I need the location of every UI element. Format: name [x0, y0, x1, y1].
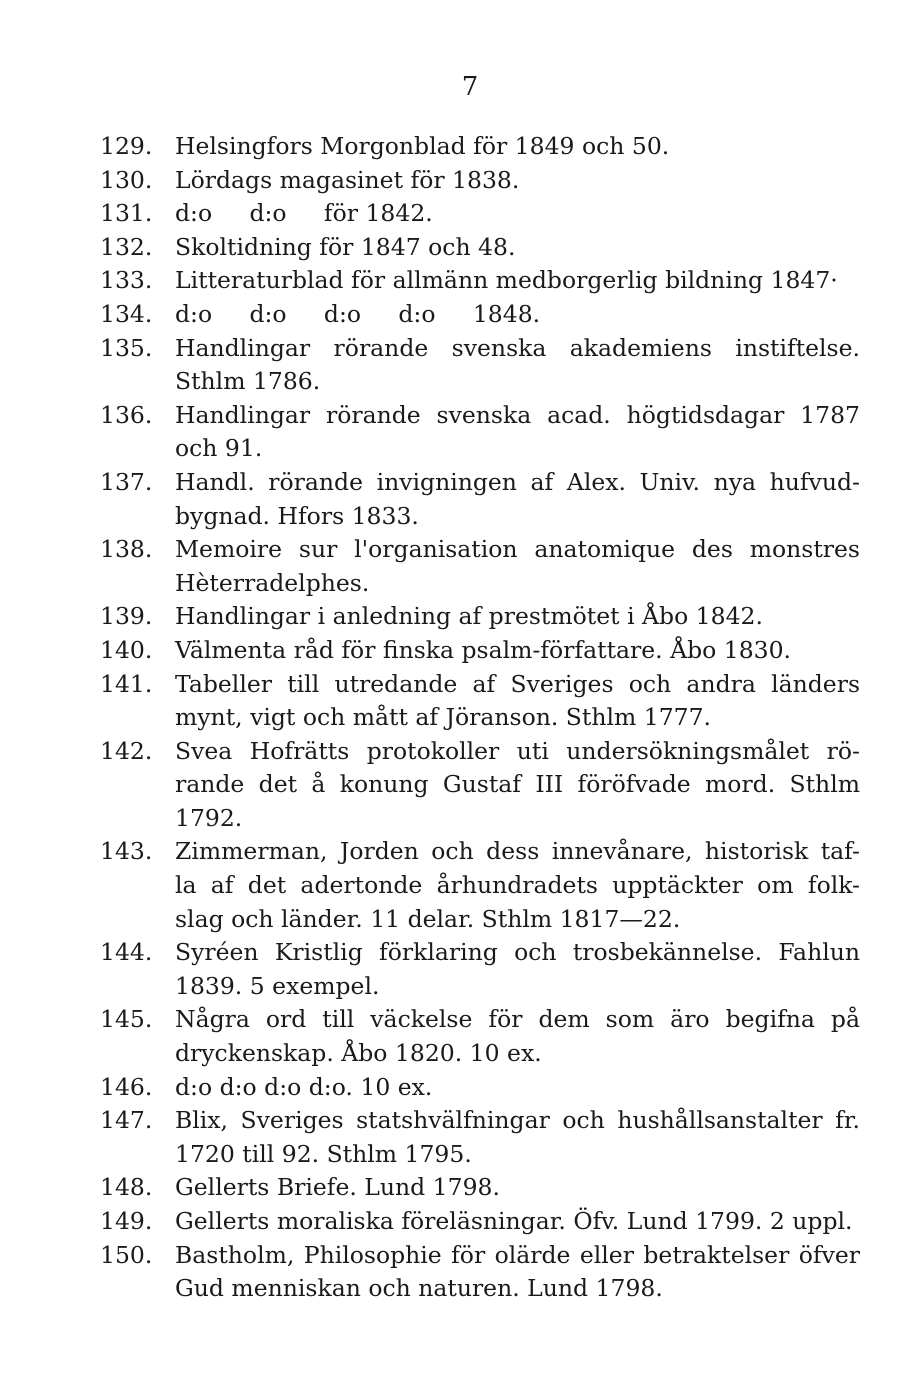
- entry-text-line: 1720 till 92. Sthlm 1795.: [175, 1139, 472, 1168]
- entry-text-line: Handlingar rörande svenska akademiens instiftelse.: [175, 333, 860, 362]
- catalog-entry: [100, 264, 860, 298]
- entry-text-line: Helsingfors Morgonblad för 1849 och 50.: [175, 132, 670, 160]
- entry-text-line: Sthlm 1786.: [175, 367, 321, 396]
- entry-text-line: 1792.: [175, 803, 243, 832]
- entry-text: [175, 332, 860, 399]
- entry-text: [175, 634, 860, 668]
- entry-text-line: Handl. rörande invigningen af Alex. Univ. nya hufvud-: [175, 467, 860, 496]
- catalog-entry: [100, 1205, 860, 1239]
- entry-text-line: Memoire sur l'organisation anatomique des monstres: [175, 535, 860, 564]
- catalog-entry: [100, 668, 860, 735]
- entry-text-line: 1839. 5 exempel.: [175, 971, 380, 1000]
- entry-text-line: d:o d:o d:o d:o. 10 ex.: [175, 1072, 433, 1101]
- catalog-entry: [100, 466, 860, 533]
- catalog-entry: [100, 164, 860, 198]
- entry-text: [175, 399, 860, 466]
- entry-text: [175, 600, 860, 634]
- entry-number: 148.: [100, 1173, 153, 1202]
- entry-text-line: Syréen Kristlig förklaring och trosbekännelse. Fahlun: [175, 938, 860, 967]
- entry-number: 143.: [100, 837, 153, 866]
- entry-text-line: bygnad. Hfors 1833.: [175, 501, 419, 530]
- catalog-entry: [100, 835, 860, 936]
- catalog-entry: [100, 735, 860, 836]
- entry-text-line: Några ord till väckelse för dem som äro begifna på: [175, 1005, 860, 1034]
- entry-text-line: Gellerts Briefe. Lund 1798.: [175, 1173, 500, 1202]
- entry-text: [175, 197, 860, 231]
- entry-number: 136.: [100, 400, 153, 429]
- entry-text-line: Handlingar rörande svenska acad. högtidsdagar 1787: [175, 400, 860, 429]
- entry-number: 147.: [100, 1106, 153, 1135]
- entry-text-line: Litteraturblad för allmänn medborgerlig bildning 1847·: [175, 266, 838, 295]
- entry-text-line: Gellerts moraliska föreläsningar. Öfv. Lund 1799. 2 uppl.: [175, 1207, 853, 1235]
- entry-number: 145.: [100, 1005, 153, 1034]
- entry-text: [175, 835, 860, 936]
- entry-text-line: dryckenskap. Åbo 1820. 10 ex.: [175, 1039, 542, 1068]
- entry-text-line: Svea Hofrätts protokoller uti undersökningsmålet rö-: [175, 736, 860, 765]
- entry-text: [175, 231, 860, 265]
- entry-number: 144.: [100, 938, 153, 967]
- entry-text-line: slag och länder. 11 delar. Sthlm 1817—22.: [175, 904, 681, 933]
- entry-text-line: Lördags magasinet för 1838.: [175, 165, 520, 194]
- entry-text: [175, 466, 860, 533]
- entry-text: [175, 936, 860, 1003]
- entry-text-line: Skoltidning för 1847 och 48.: [175, 232, 516, 261]
- entry-number: 150.: [100, 1240, 153, 1269]
- entry-number: 134.: [100, 299, 153, 328]
- entry-number: 135.: [100, 333, 153, 362]
- entry-text-line: Tabeller till utredande af Sveriges och andra länders: [175, 669, 860, 698]
- entry-text-line: mynt, vigt och mått af Jöranson. Sthlm 1777.: [175, 703, 712, 732]
- page-number: 7: [461, 72, 479, 102]
- catalog-entry: [100, 197, 860, 231]
- catalog-entry: [100, 298, 860, 332]
- entry-number: 132.: [100, 232, 153, 261]
- catalog-entry: [100, 1104, 860, 1171]
- entry-text-line: d:o d:o d:o d:o 1848.: [175, 299, 541, 328]
- catalog-entry: [100, 399, 860, 466]
- entry-number: 138.: [100, 535, 153, 564]
- entry-number: 142.: [100, 736, 153, 765]
- catalog-entry: [100, 1071, 860, 1105]
- entry-text: [175, 1171, 860, 1205]
- entry-number: 140.: [100, 635, 153, 664]
- entry-text-line: Välmenta råd för finska psalm-författare. Åbo 1830.: [175, 635, 792, 664]
- entry-text-line: Handlingar i anledning af prestmötet i Åbo 1842.: [175, 602, 763, 631]
- catalog-entry: [100, 231, 860, 265]
- entry-text-line: Zimmerman, Jorden och dess innevånare, historisk taf-: [175, 837, 860, 866]
- entry-number: 139.: [100, 602, 153, 631]
- entry-text: [175, 1205, 860, 1239]
- entry-text: [175, 533, 860, 600]
- catalog-entry: [100, 130, 860, 164]
- entry-number: 133.: [100, 266, 153, 295]
- entry-number: 149.: [100, 1207, 153, 1235]
- catalog-entry: [100, 1003, 860, 1070]
- catalog-entry: [100, 1239, 860, 1306]
- entry-number: 137.: [100, 467, 153, 496]
- catalog-entry: [100, 634, 860, 668]
- catalog-entry: [100, 1171, 860, 1205]
- entry-text: [175, 264, 860, 298]
- entry-text: [175, 735, 860, 836]
- catalog-entry: [100, 332, 860, 399]
- entry-text-line: Gud menniskan och naturen. Lund 1798.: [175, 1274, 663, 1303]
- entry-number: 141.: [100, 669, 153, 698]
- entry-number: 129.: [100, 132, 153, 160]
- entry-text-line: d:o d:o för 1842.: [175, 199, 433, 228]
- entry-number: 131.: [100, 199, 153, 228]
- entry-number: 130.: [100, 165, 153, 194]
- entry-text: [175, 164, 860, 198]
- entry-text-line: rande det å konung Gustaf III föröfvade mord. Sthlm: [175, 770, 860, 799]
- entry-text: [175, 1104, 860, 1171]
- entry-text-line: la af det adertonde århundradets upptäckter om folk-: [175, 871, 860, 900]
- entry-text: [175, 1071, 860, 1105]
- entry-text: [175, 298, 860, 332]
- entry-text: [175, 130, 860, 164]
- entry-text: [175, 668, 860, 735]
- entry-text-line: och 91.: [175, 434, 263, 463]
- entry-text: [175, 1239, 860, 1306]
- catalog-entry: [100, 533, 860, 600]
- catalog-entry: [100, 936, 860, 1003]
- catalog-entry-list: [100, 130, 860, 1306]
- entry-text-line: Hèterradelphes.: [175, 568, 370, 597]
- entry-text-line: Blix, Sveriges statshvälfningar och hushållsanstalter fr.: [175, 1106, 860, 1135]
- entry-number: 146.: [100, 1072, 153, 1101]
- entry-text-line: Bastholm, Philosophie för olärde eller betraktelser öfver: [175, 1240, 860, 1269]
- entry-text: [175, 1003, 860, 1070]
- catalog-entry: [100, 600, 860, 634]
